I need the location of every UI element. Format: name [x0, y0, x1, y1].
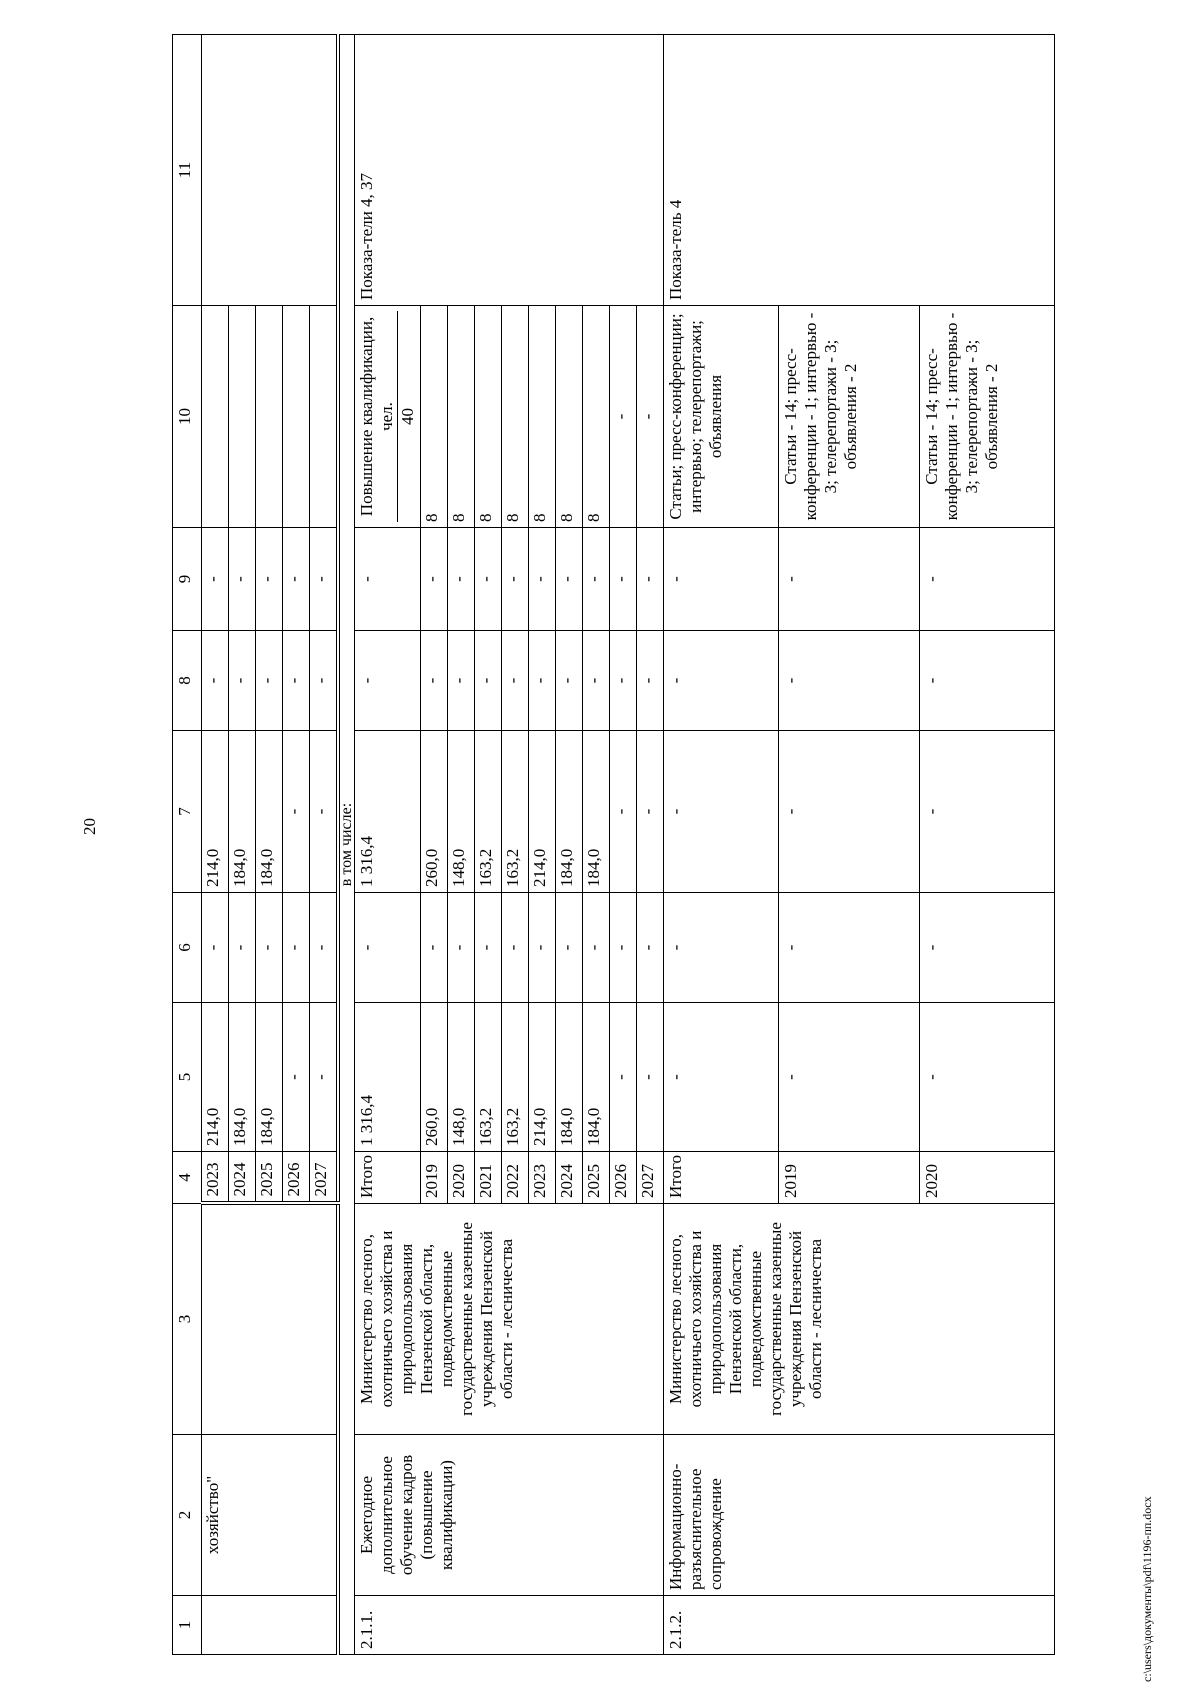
value-cell: - [202, 528, 229, 631]
value-cell: - [637, 631, 664, 731]
column-number: 8 [173, 631, 202, 731]
value-cell: - [256, 528, 283, 631]
value-cell: - [502, 893, 529, 1003]
continued-name-cell: хозяйство" [202, 1435, 339, 1596]
measure-name: Информационно-разъяснительное сопровождение [664, 1435, 1055, 1596]
value-cell: 163,2 [475, 731, 502, 893]
indicator-name: Повышение квалификации, чел. [357, 311, 398, 522]
value-cell: 214,0 [202, 1003, 229, 1152]
value-cell: 163,2 [502, 731, 529, 893]
value-cell: - [310, 893, 339, 1003]
value-cell: 8 [475, 306, 502, 528]
value-cell: - [664, 731, 779, 893]
value-cell: 184,0 [256, 731, 283, 893]
rotated-table-container [172, 35, 1102, 1655]
year-cell: 2027 [310, 1152, 339, 1204]
value-cell: - [256, 631, 283, 731]
value-cell: - [502, 631, 529, 731]
value-cell: - [779, 731, 920, 893]
value-cell: - [610, 1003, 637, 1152]
indicator-cell: Статьи - 14; пресс-конференции - 1; интервью - 3; телерепортажи - 3; объявления - 2 [779, 306, 920, 528]
value-cell: 163,2 [502, 1003, 529, 1152]
indicator-cell: Статьи - 14; пресс-конференции - 1; интервью - 3; телерепортажи - 3; объявления - 2 [920, 306, 1055, 528]
value-cell: - [229, 893, 256, 1003]
value-cell: - [283, 731, 310, 893]
year-cell: 2019 [779, 1152, 920, 1204]
value-cell: - [355, 893, 421, 1003]
column-number: 6 [173, 893, 202, 1003]
year-cell: Итого [664, 1152, 779, 1204]
value-cell: 8 [583, 306, 610, 528]
executor: Министерство лесного, охотничьего хозяйства и природопользования Пензенской области, подведомственные государственные казенные учреждения Пензенской области - лесничества [355, 1204, 664, 1435]
value-cell [310, 306, 339, 528]
value-cell: - [779, 893, 920, 1003]
value-cell: - [664, 528, 779, 631]
value-cell: - [310, 1003, 339, 1152]
value-cell: - [779, 631, 920, 731]
value-cell: - [920, 528, 1055, 631]
value-cell: - [637, 528, 664, 631]
table-row-211-total [355, 35, 421, 1655]
year-cell: 2025 [583, 1152, 610, 1204]
value-cell: - [529, 631, 556, 731]
value-cell: - [637, 1003, 664, 1152]
value-cell: - [664, 893, 779, 1003]
in-total-separator-row [338, 35, 355, 1655]
value-cell: - [475, 893, 502, 1003]
value-cell: 184,0 [229, 1003, 256, 1152]
column-number: 7 [173, 731, 202, 893]
value-cell: - [920, 1003, 1055, 1152]
column-number: 1 [173, 1596, 202, 1655]
value-cell: 184,0 [256, 1003, 283, 1152]
value-cell: - [310, 631, 339, 731]
footer-file-path: c:\users\документы\pdf\1196-пп.docx [1140, 1496, 1154, 1682]
value-cell: - [637, 306, 664, 528]
value-cell: 184,0 [229, 731, 256, 893]
value-cell: - [610, 306, 637, 528]
value-cell: - [637, 893, 664, 1003]
value-cell: - [283, 631, 310, 731]
row-number: 2.1.1. [355, 1596, 664, 1655]
value-cell: - [229, 631, 256, 731]
column-number: 5 [173, 1003, 202, 1152]
value-cell: 214,0 [529, 1003, 556, 1152]
year-cell: 2022 [502, 1152, 529, 1204]
page-number: 20 [80, 818, 99, 835]
value-cell: - [283, 893, 310, 1003]
value-cell: - [475, 528, 502, 631]
cell [202, 1596, 339, 1655]
value-cell: - [448, 631, 475, 731]
value-cell: - [583, 893, 610, 1003]
value-cell: 214,0 [202, 731, 229, 893]
column-number-row [173, 35, 202, 1655]
value-cell: - [229, 528, 256, 631]
value-cell: 184,0 [556, 1003, 583, 1152]
value-cell: 260,0 [421, 731, 448, 893]
value-cell: 8 [421, 306, 448, 528]
measure-name: Ежегодное дополнительное обучение кадров (повышение квалификации) [355, 1435, 664, 1596]
value-cell: - [475, 631, 502, 731]
value-cell: - [556, 528, 583, 631]
value-cell: - [637, 731, 664, 893]
value-cell: 184,0 [556, 731, 583, 893]
year-cell: 2019 [421, 1152, 448, 1204]
value-cell: - [583, 528, 610, 631]
value-cell: - [610, 893, 637, 1003]
value-cell: - [529, 528, 556, 631]
value-cell: - [556, 893, 583, 1003]
value-cell: 8 [556, 306, 583, 528]
year-cell: 2024 [229, 1152, 256, 1204]
value-cell: 184,0 [583, 1003, 610, 1152]
value-cell: - [920, 631, 1055, 731]
value-cell: - [310, 528, 339, 631]
value-cell: 8 [448, 306, 475, 528]
value-cell: - [421, 631, 448, 731]
value-cell: - [202, 893, 229, 1003]
year-cell: 2027 [637, 1152, 664, 1204]
value-cell: - [355, 528, 421, 631]
table-row [202, 35, 229, 1655]
value-cell: 148,0 [448, 1003, 475, 1152]
value-cell: 214,0 [529, 731, 556, 893]
value-cell: - [610, 731, 637, 893]
year-cell: 2021 [475, 1152, 502, 1204]
value-cell: - [664, 631, 779, 731]
value-cell: - [355, 631, 421, 731]
value-cell: - [779, 1003, 920, 1152]
year-cell: 2024 [556, 1152, 583, 1204]
target-indicators: Показа-тели 4, 37 [355, 35, 664, 306]
target-indicators: Показа-тель 4 [664, 35, 1055, 306]
year-cell: 2020 [448, 1152, 475, 1204]
value-cell: - [283, 1003, 310, 1152]
year-cell: 2026 [283, 1152, 310, 1204]
row-number: 2.1.2. [664, 1596, 1055, 1655]
value-cell: 8 [529, 306, 556, 528]
cell [202, 35, 339, 306]
cell [202, 1204, 339, 1435]
value-cell: - [583, 631, 610, 731]
total-label: Итого [355, 1152, 421, 1204]
value-cell: - [421, 893, 448, 1003]
in-total-label: в том числе: [338, 35, 355, 1655]
year-cell: 2026 [610, 1152, 637, 1204]
indicator-total: 40 [398, 408, 417, 425]
value-cell: 260,0 [421, 1003, 448, 1152]
value-cell [202, 306, 229, 528]
value-cell: 184,0 [583, 731, 610, 893]
value-cell [256, 306, 283, 528]
value-cell: 8 [502, 306, 529, 528]
year-cell: 2023 [202, 1152, 229, 1204]
indicator-cell [355, 306, 421, 528]
value-cell: - [448, 893, 475, 1003]
column-number: 11 [173, 35, 202, 306]
value-cell: - [920, 731, 1055, 893]
value-cell: 163,2 [475, 1003, 502, 1152]
value-cell: - [610, 528, 637, 631]
value-cell: - [283, 528, 310, 631]
value-cell: - [779, 528, 920, 631]
value-cell: - [556, 631, 583, 731]
value-cell: - [202, 631, 229, 731]
column-number: 10 [173, 306, 202, 528]
value-cell: - [421, 528, 448, 631]
value-cell [283, 306, 310, 528]
value-cell: - [529, 893, 556, 1003]
program-table [172, 34, 1055, 1655]
year-cell: 2025 [256, 1152, 283, 1204]
value-cell: - [256, 893, 283, 1003]
column-number: 9 [173, 528, 202, 631]
value-cell: 1 316,4 [355, 1003, 421, 1152]
value-cell: - [310, 731, 339, 893]
year-cell: 2020 [920, 1152, 1055, 1204]
value-cell: - [920, 893, 1055, 1003]
value-cell: - [502, 528, 529, 631]
value-cell: - [448, 528, 475, 631]
table-row-212-total [664, 35, 779, 1655]
value-cell: 1 316,4 [355, 731, 421, 893]
value-cell: 148,0 [448, 731, 475, 893]
value-cell [229, 306, 256, 528]
year-cell: 2023 [529, 1152, 556, 1204]
indicator-cell: Статьи; пресс-конференции; интервью; телерепортажи; объявления [664, 306, 779, 528]
value-cell: - [610, 631, 637, 731]
column-number: 4 [173, 1152, 202, 1204]
value-cell: - [664, 1003, 779, 1152]
column-number: 3 [173, 1204, 202, 1435]
executor: Министерство лесного, охотничьего хозяйства и природопользования Пензенской области, подведомственные государственные казенные учреждения Пензенской области - лесничества [664, 1204, 1055, 1435]
column-number: 2 [173, 1435, 202, 1596]
